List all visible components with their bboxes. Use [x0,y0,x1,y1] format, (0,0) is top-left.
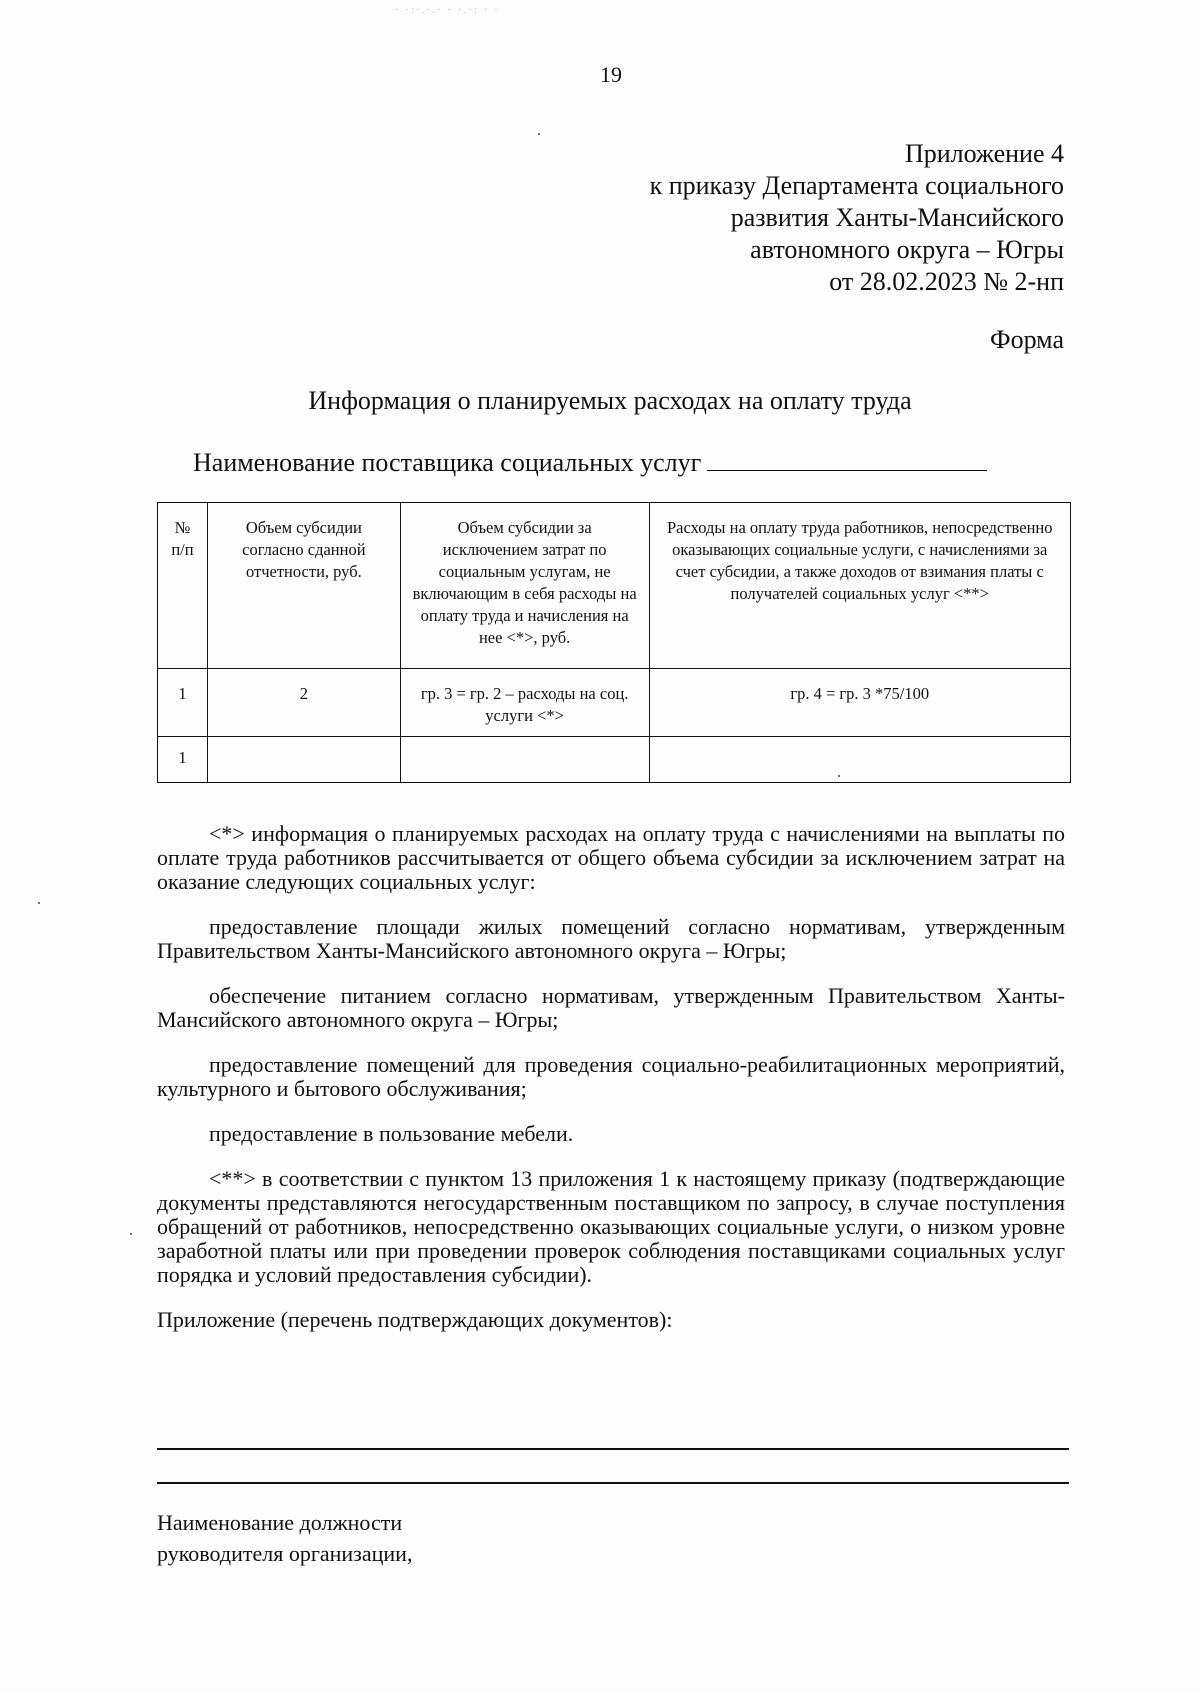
table-cell-input[interactable] [400,737,649,783]
supplier-name-line [193,448,987,478]
scan-speck [538,133,540,135]
note-paragraph: предоставление помещений для проведения социально-реабилитационных мероприятий, культурного и бытового обслуживания; [157,1052,1065,1101]
appendix-line-2: к приказу Департамента социального [649,171,1064,200]
table-cell: гр. 3 = гр. 2 – расходы на соц. услуги <*> [400,669,649,737]
scan-speck [130,1233,132,1235]
note-paragraph: <*> информация о планируемых расходах на оплату труда с начислениями на выплаты по оплате труда работников рассчитывается от общего объема субсидии за исключением затрат на оказание следующих социальных услуг: [157,821,1065,894]
table-row [158,737,1071,783]
attachment-label: Приложение (перечень подтверждающих документов): [157,1307,673,1332]
note-paragraph: <**> в соответствии с пунктом 13 приложения 1 к настоящему приказу (подтверждающие документы представляются негосударственным поставщиком по запросу, в случае поступления обращений от работников, непосредственно оказывающих социальные услуги, о низком уровне заработной платы или при проведении проверок соблюдения поставщиками социальных услуг порядка и условий предоставления субсидии). [157,1166,1065,1287]
header-subsidy-volume: Объем субсидии согласно сданной отчетности, руб. [207,503,400,669]
supplier-label: Наименование поставщика социальных услуг [193,448,702,477]
header-number: № п/п [158,503,208,669]
table-row [158,669,1071,737]
table-cell: 1 [158,737,208,783]
appendix-header [650,138,1064,298]
appendix-line-3: развития Ханты-Мансийского [730,203,1064,232]
form-label: Форма [990,325,1064,354]
table-cell-input[interactable] [207,737,400,783]
attachment-line-2[interactable] [157,1482,1069,1484]
signature-line-2: руководителя организации, [157,1541,413,1566]
payroll-table [157,502,1071,783]
note-paragraph: предоставление в пользование мебели. [209,1121,574,1146]
note-paragraph: предоставление площади жилых помещений согласно нормативам, утвержденным Правительством Ханты-Мансийского автономного округа – Югры; [157,914,1065,963]
document-title: Информация о планируемых расходах на оплату труда [308,386,912,415]
header-subsidy-excluding: Объем субсидии за исключением затрат по социальным услугам, не включающим в себя расходы на оплату труда и начисления на нее <*>, руб. [400,503,649,669]
table-header-row [158,503,1071,669]
signature-block [157,1507,412,1569]
table-cell: гр. 4 = гр. 3 *75/100 [649,669,1071,737]
appendix-line-5: от 28.02.2023 № 2-нп [829,267,1064,296]
appendix-line-4: автономного округа – Югры [750,235,1064,264]
scan-speck [838,775,840,777]
attachment-line-1[interactable] [157,1448,1069,1450]
footnotes [157,822,1065,1353]
table-cell-input[interactable] [649,737,1071,783]
signature-line-1: Наименование должности [157,1510,403,1535]
note-paragraph: обеспечение питанием согласно нормативам, утвержденным Правительством Ханты-Мансийского автономного округа – Югры; [157,983,1065,1032]
table-cell: 2 [207,669,400,737]
scan-artifact: · ·:·.·.· · ·.·: · · [395,4,500,16]
page-number: 19 [600,62,622,87]
header-labor-costs: Расходы на оплату труда работников, непосредственно оказывающих социальные услуги, с начислениями за счет субсидии, а также доходов от взимания платы с получателей социальных услуг <**> [649,503,1071,669]
scan-speck [38,902,40,904]
table-cell: 1 [158,669,208,737]
appendix-line-1: Приложение 4 [904,139,1064,168]
supplier-blank-field[interactable] [707,448,987,471]
